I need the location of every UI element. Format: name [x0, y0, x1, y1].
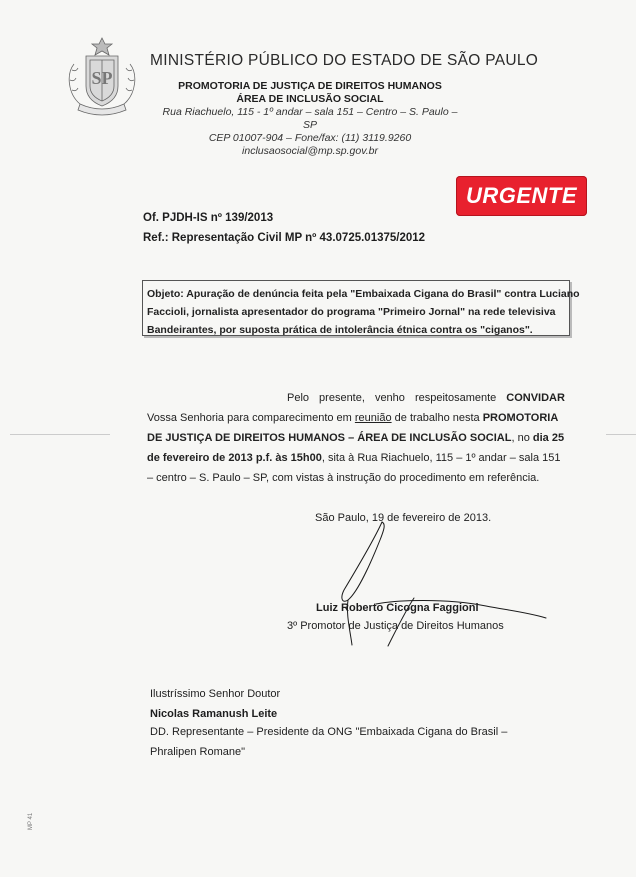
text-run: de trabalho nesta — [391, 412, 483, 424]
invitation-paragraph — [147, 388, 565, 488]
body-line: – centro – S. Paulo – SP, com vistas à instrução do procedimento em referência. — [147, 472, 540, 484]
urgent-stamp: URGENTE — [456, 176, 587, 216]
seal-letters: SP — [91, 68, 113, 88]
text-run-bold: dia 25 — [532, 432, 565, 444]
recipient-salutation: Ilustríssimo Senhor Doutor — [150, 688, 281, 700]
postal-phone-line: CEP 01007-904 – Fone/fax: (11) 3119.9260 — [208, 132, 412, 144]
signer-role: 3º Promotor de Justiça de Direitos Humanos — [287, 620, 504, 632]
subject-line: Bandeirantes, por suposta prática de intolerância étnica contra os "ciganos". — [147, 324, 533, 336]
word: CONVIDAR — [506, 392, 565, 404]
scan-line-right — [606, 434, 636, 435]
word: Pelo — [287, 392, 310, 404]
subject-line: Faccioli, jornalista apresentador do programa "Primeiro Jornal" na rede televisiva — [147, 306, 556, 318]
sao-paulo-coat-of-arms-icon — [62, 34, 142, 118]
recipient-title: Phralipen Romane" — [150, 746, 246, 758]
text-run-bold: de fevereiro de 2013 p.f. às 15h00 — [147, 452, 322, 464]
signer-name: Luiz Roberto Cicogna Faggioni — [316, 602, 479, 614]
scan-line-left — [10, 434, 110, 435]
recipient-title: DD. Representante – Presidente da ONG "Embaixada Cigana do Brasil – — [150, 726, 508, 738]
text-run-underlined: reunião — [354, 412, 392, 424]
word: respeitosamente — [414, 392, 497, 404]
text-run: , no — [511, 432, 533, 444]
address-line: Rua Riachuelo, 115 - 1º andar – sala 151 – Centro – S. Paulo – SP — [162, 106, 458, 131]
letterhead-block — [160, 80, 460, 158]
text-run: , sita à Rua Riachuelo, 115 – 1º andar – sala 151 — [321, 452, 561, 464]
letter-date: São Paulo, 19 de fevereiro de 2013. — [315, 512, 492, 524]
body-line — [147, 408, 565, 428]
area-name: ÁREA DE INCLUSÃO SOCIAL — [236, 93, 384, 105]
subject-box — [142, 280, 580, 336]
margin-code: MP 41 — [28, 812, 34, 830]
word: venho — [374, 392, 405, 404]
body-line — [147, 428, 565, 448]
text-run-bold: PROMOTORIA — [482, 412, 559, 424]
ministry-title: MINISTÉRIO PÚBLICO DO ESTADO DE SÃO PAULO — [150, 52, 539, 69]
promotoria-name: PROMOTORIA DE JUSTIÇA DE DIREITOS HUMANOS — [178, 80, 442, 92]
word: presente, — [319, 392, 365, 404]
body-line — [147, 388, 565, 408]
text-run-bold: DE JUSTIÇA DE DIREITOS HUMANOS – ÁREA DE INCLUSÃO SOCIAL — [147, 432, 512, 444]
body-line — [147, 448, 565, 468]
subject-line: Objeto: Apuração de denúncia feita pela "Embaixada Cigana do Brasil" contra Luciano — [147, 288, 580, 300]
oficio-number: Of. PJDH-IS nº 139/2013 — [143, 212, 274, 224]
email-address: inclusaosocial@mp.sp.gov.br — [242, 145, 378, 157]
reference-number: Ref.: Representação Civil MP nº 43.0725.01375/2012 — [143, 232, 426, 244]
recipient-name: Nicolas Ramanush Leite — [150, 708, 278, 720]
text-run: Vossa Senhoria para comparecimento em — [147, 412, 355, 424]
